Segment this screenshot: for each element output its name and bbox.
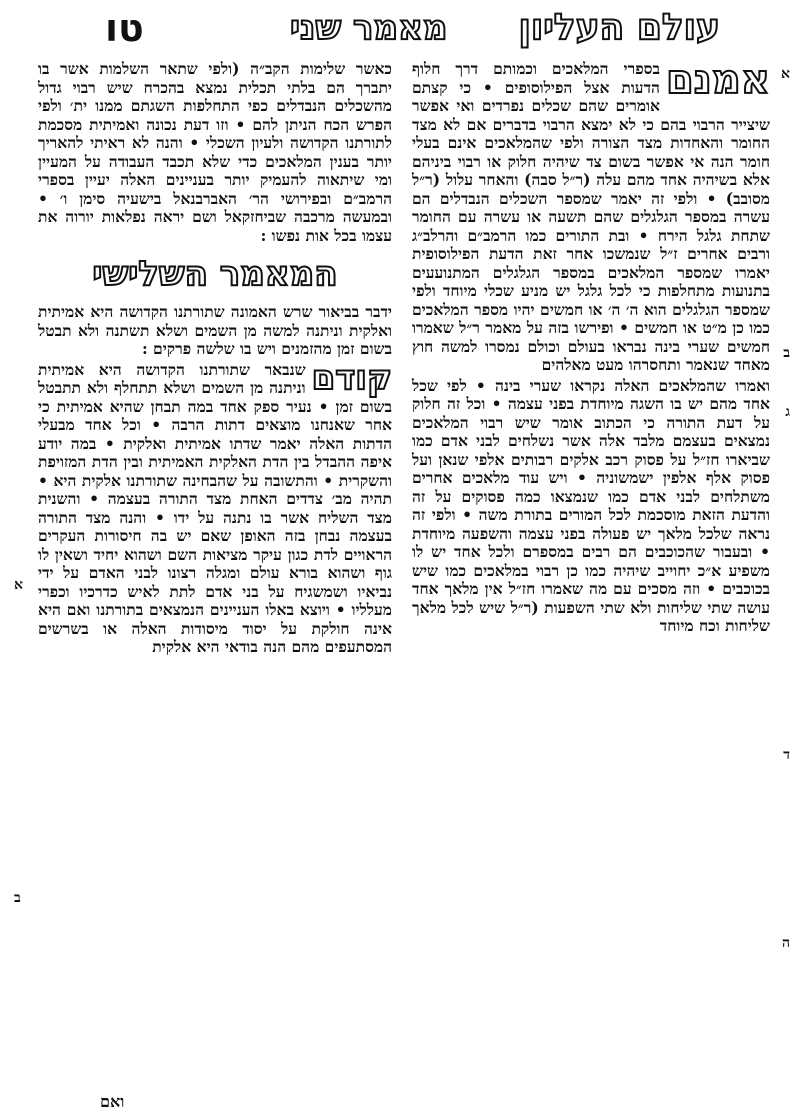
page-header xyxy=(0,6,800,52)
paragraph: ואמרו שהמלאכים האלה נקראו שערי בינה • לפי שכל אחד מהם יש בו השגה מיוחדת בפני עצמה • וכל זה חלוק על דעת התורה כי הכתוב אומר שיש רבוי המלאכים נמצאים בעצמם מלבד אלה אשר נשלחים לבני אדם כמו שביארו חז״ל על פסוק רכב אלקים רבותים אלפי שנאן ועל פסוק אלף אלפין ישמשוניה • ויש עוד מלאכים אחרים משתלחים לבני אדם כמו שנמצאו כמה פסוקים על זה והדעת הזאת מוסכמת לכל המורים בתורת משה • ולפי זה נראה שלכל מלאך יש פעולה בפני עצמה והשפעה מיוחדת • ובעבור שהכוכבים הם רבים במספרם ולכל אחד יש לו משפיע א״כ יחוייב שיהיה כמו כן רבוי במלאכים כמו שיש בכוכבים • וזה מסכים עם מה שאמרו חז״ל אין מלאך אחד עושה שתי שליחות ולא שתי השפעות (ר״ל שיש לכל מלאך שליחות וכח מיוחד xyxy=(412,375,770,635)
margin-marker: א xyxy=(14,577,23,593)
right-column xyxy=(412,57,770,1092)
chapter-text: שנבאר שתורתנו הקדושה היא אמיתית וניתנה מן השמים ושלא תתחלף ולא תתבטל בשום זמן • נעיר ספק אחד במה תבחן שהיא אמיתית כי אחר שאנחנו מוצאים דתות הרבה • וכל אחד מבעלי הדתות האלה יאמר שדתו אמיתית ואלקית • במה יודע איפה ההבדל בין הדת האלקית האמיתית ובין הדת המזויפת והשקרית • והתשובה על שהבחינה שתורתנו אלקית היא • תהיה מב׳ צדדים האחת מצד התורה בעצמה • והשנית מצד השליח אשר בו נתנה על ידו • והנה מצד התורה בעצמה נבחן בזה האופן שאם יש בה חיסורות העקרים הראויים לדת כגון עיקר מציאות השם ושהוא יחיד ושאין לו גוף ושהוא בורא עולם ומגלה רצונו לבני האדם על ידי נביאיו ושמשגיח על בני אדם לתת לאיש כדרכיו וכפרי מעלליו • ויוצא באלו העניינים הנמצאים בתורתנו ואם היא אינה חולקת על יסוד מיסודות האלה או בשרשים המסתעפים מהם הנה בודאי היא אלקית xyxy=(38,359,392,656)
margin-marker: א xyxy=(781,66,790,82)
opening-word: אמנם xyxy=(665,57,770,103)
paragraph: בספרי המלאכים וכמותם דרך חלוף הדעות אצל הפילוסופים • כי קצתם אומרים שהם שכלים נפרדים ואי אפשר שיצייר הרבוי בהם כי לא ימצא הרבוי בדברים אם לא מצד החומר והאחדות מצד הצורה ולפי שהמלאכים אינם בעלי חומר הנה אי אפשר בשום צד שיהיה חלוק או רבוי ביניהם אלא בשיהיה אחד מהם עלה (ר״ל סבה) והאחר עלול (ר״ל מסובב) • ולפי זה יאמר שמספר השכלים הנבדלים הם עשרה במספר הגלגלים שהם תשעה או עשרה עם החומר שתחת גלגל הירח • ובת התורים כמו הרמב״ם והרלב״ג ורבים אחרים ז״ל שנמשכו אחר זאת הדעת הפילוסופית יאמרו שמספר המלאכים במספר הגלגלים המתנועעים בתנועות מתחלפות כי לכל גלגל יש מניע שכלי מיוחד ולפי שמספר הגלגלים הוא ה׳ ה׳ או חמשים יהיו מספר המלאכים כמו כן מ״ט או חמשים • ופירשו בזה על מאמר ר״ל שאמרו חמשים שערי בינה נבראו בעולם וכולם נמסרו למשה חוץ מאחד שנאמר ותחסרהו מעט מאלהים xyxy=(412,59,770,374)
running-title-right: עולם העליון xyxy=(518,7,720,48)
section-title: המאמר השלישי xyxy=(92,254,338,294)
margin-marker: ד xyxy=(783,747,790,763)
running-title-left: מאמר שני xyxy=(290,8,448,48)
chapter-paragraph xyxy=(38,357,392,657)
margin-marker: ג xyxy=(785,404,790,420)
margin-marker: ב xyxy=(14,890,21,906)
margin-marker: ה xyxy=(781,935,790,951)
intro-paragraph: כאשר שלימות הקב״ה (ולפי שתאר השלמות אשר בו יתברך הם בלתי תכלית נמצא בהכרח שיש רבוי גדול מהשכלים הנבדלים כפי התחלפות השגתם ממנו ית׳ ולפי הפרש הכח הניתן להם • וזו דעת נכונה ואמיתית מסכמת לתורתנו הקדושה ולעיון השכלי • והנה לא ראיתי להאריך יותר בענין המלאכים כדי שלא תכבד העבודה על המעיין ומי שיתאוה להעמיק יותר בעניינים האלה יעיין בספרי הרמב״ם ובפירושי הר׳ האברבנאל בישעיה סימן ו׳ • ובמעשה מרכבה שביחזקאל ושם יראה נפלאות יורוה את עצמו בכל אות נפשו : xyxy=(38,59,392,245)
section-intro: ידבר בביאור שרש האמונה שתורתנו הקדושה היא אמיתית ואלקית וניתנה למשה מן השמים ושלא תשתנה ולא תבטל בשום זמן מהזמנים ויש בו שלשה פרקים : xyxy=(38,302,392,358)
page-number: טו xyxy=(105,6,144,50)
margin-marker: ב xyxy=(783,345,790,361)
left-column xyxy=(38,60,392,1092)
chapter-opening-word: קודם xyxy=(311,357,392,398)
catchword: ואם xyxy=(100,1092,125,1111)
